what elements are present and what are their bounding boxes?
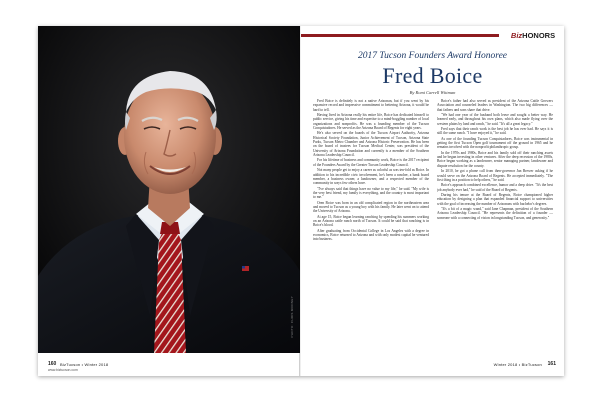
body-paragraph: Fred says that their ranch work is the best job he has ever had. He says it is still the same ranch. "I have enjoyed it," he said. — [437, 127, 553, 136]
body-paragraph: For his lifetime of business and community work, Boice is the 2017 recipient of the Founders Award by the Greater Tucson Leadership Council. — [313, 158, 429, 167]
magazine-spread — [38, 26, 564, 376]
body-paragraph: Boice's approach combined excellence, humor and a deep drive. "It's the best job anybody ever had," he said of the Board of Regents. — [437, 183, 553, 192]
body-paragraph: Fred Boice is definitely is not a native Arizonan, but if you went by his expansive record and impressive commitment to bettering Arizona, it would be hard to tell. — [313, 99, 429, 112]
section-tag-biz: Biz — [510, 31, 523, 40]
photo-credit: PHOTO: CHRIS MOONEY — [290, 295, 294, 337]
article-body — [313, 99, 553, 349]
body-paragraph: After graduating from Occidental College in Los Angeles with a degree in economics, Boice returned to Arizona and with only modest capital he ventured into business. — [313, 228, 429, 242]
body-paragraph: "It's a bit of a magic wand," said Jane Chapman, president of the Southern Arizona Leadership Council. "He represents the definition of a founder — someone with a connecting of vision in longstanding Tucson, and generosity." — [437, 206, 553, 220]
body-paragraph: He's also served on the boards of the Tucson Airport Authority, Arizona Historical Society Foundation, Junior Achievement of Tucson, Arizona State Parks, Tucson Metro Chamber and Arizona Historic Preservation. He has been on the board of trustees for Tucson Medical Center, was president of the University of Arizona Foundation and currently is a member of the Southern Arizona Leadership Council. — [313, 131, 429, 158]
body-paragraph: Oren Boice was born in an old complicated region in the northeastern area and moved to Tucson as a young boy with his family. He later went on to attend the University of Arizona. — [313, 200, 429, 214]
article-kicker: 2017 Tucson Founders Award Honoree — [357, 51, 507, 61]
left-folio — [38, 353, 300, 376]
page-number: 160 — [48, 361, 57, 367]
portrait-photo — [38, 26, 300, 353]
portrait-illustration — [38, 26, 300, 353]
section-tag — [502, 30, 564, 41]
body-paragraph: At age 15, Boice began learning ranching by spending his summers working on an Arizona cattle ranch north of Tucson. It could be said that ranching is in Boice's blood. — [313, 214, 429, 228]
body-paragraph: "We had one year of the husband both leave and sought a better way. He learned early, and throughout his own plans, which also made flying over the western plains by land and ranch," he said. "It's all a great legacy." — [437, 113, 553, 126]
body-paragraph: In 2010, he got a phone call from then-governor Jan Brewer asking if he would serve on the Arizona Board of Regents. He accepted immediately. "The first thing in a position to help others," he said. — [437, 169, 553, 182]
body-paragraph: "I've always said that things have no value to my life," he said. "My wife is the very best friend, my family is everything, and the country is most important to me." — [313, 186, 429, 200]
right-page — [301, 26, 564, 376]
left-page — [38, 26, 300, 376]
body-paragraph: As one of the founding Tucson Conquistadores, Boice was instrumental in getting the first Tucson Open golf tournament off the ground in 1965 and he remains involved with the nonprofit philanthropic group. — [437, 136, 553, 150]
article-headline: Fred Boice — [382, 63, 483, 88]
body-paragraph: Having lived in Arizona really his entire life, Boice has dedicated himself to public service, giving his time and expertise to a mind-boggling number of local organizations and nonprofits. He was a founding member of the Tucson Conquistadores. He served as the Arizona Board of Regents for eight years. — [313, 113, 429, 131]
accent-bar — [301, 34, 499, 37]
article-byline: By Romi Carrell Wittman — [409, 90, 456, 95]
page-number: 161 — [547, 361, 556, 367]
right-folio — [301, 353, 564, 376]
publication-line: BizTucson • Winter 2018 — [60, 361, 109, 367]
website-url: www.biztucson.com — [48, 368, 78, 372]
publication-line: Winter 2018 • BizTucson — [493, 361, 542, 367]
section-tag-rest: HONORS — [522, 31, 556, 40]
text-column-1 — [313, 99, 429, 349]
body-paragraph: During his tenure at the Board of Regents, Boice championed higher education by designing a plan that expanded financial support to universities with the goal of increasing the number of Arizonans with bachelor's degrees. — [437, 192, 553, 206]
body-paragraph: Boice's father had also served as president of the Arizona Cattle Growers Association and counseled leaders in Washington. The two big differences — that fathers and sons share that drive. — [437, 99, 553, 112]
body-paragraph: Not many people get to enjoy a career as colorful as was ten-fold as Boice. In addition to his incredible civic involvement, he's been a rancher, a bank board member, a business owner, a landowner, and a respected member of the community in ways few others have. — [313, 168, 429, 186]
text-column-2 — [437, 99, 553, 349]
body-paragraph: In the 1970s and 1980s, Boice and his family sold off their ranching assets and he began investing in other ventures. After the deep recession of the 1980s, Boice began working as a landowner, senior managing partner, landowner and dispute resolution for the county. — [437, 150, 553, 168]
